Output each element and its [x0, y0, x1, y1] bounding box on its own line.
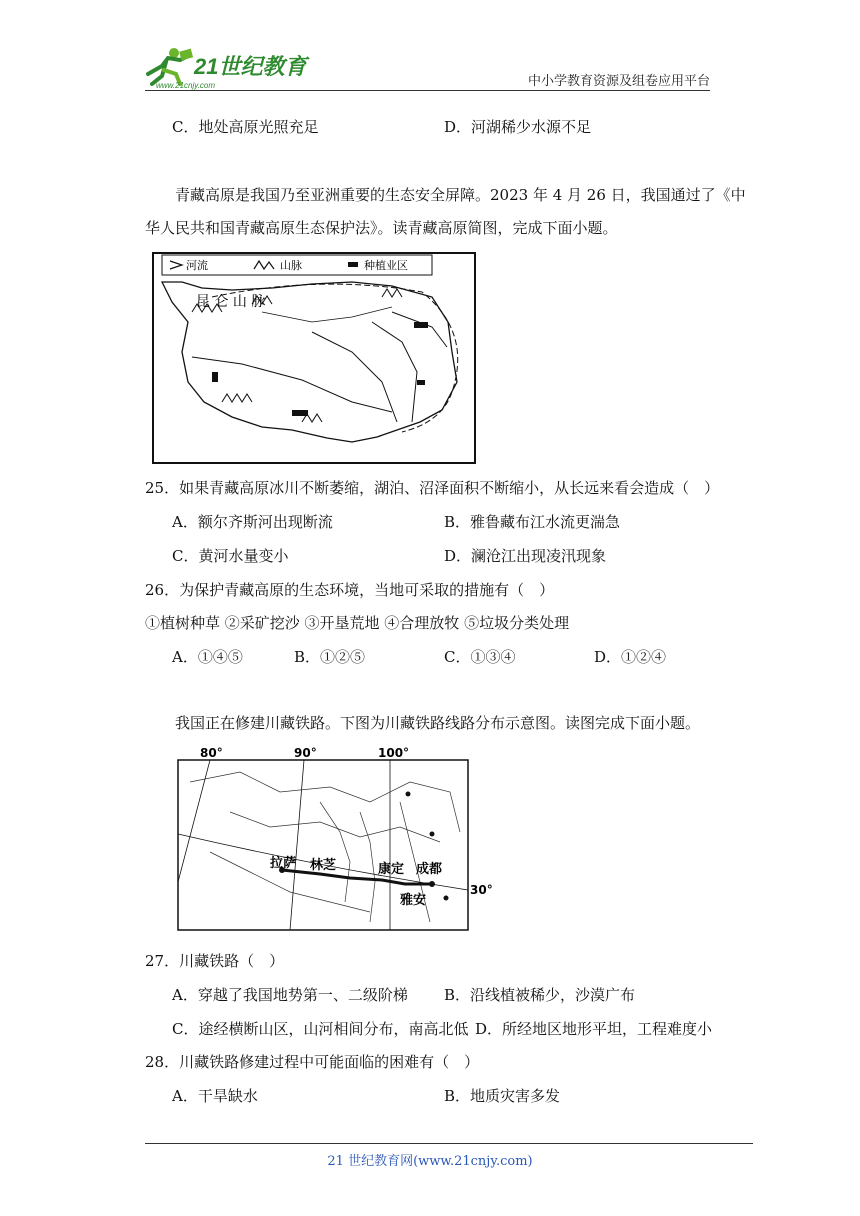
q26-option-d: D．①②④: [594, 648, 667, 666]
label-chengdu: 成都: [416, 862, 443, 877]
label-lhasa: 拉萨: [270, 856, 297, 871]
section1-intro-line2: 华人民共和国青藏高原生态保护法》。读青藏高原简图，完成下面小题。: [145, 219, 618, 237]
q25-option-c: C．黄河水量变小: [172, 547, 289, 565]
q28-option-b: B．地质灾害多发: [444, 1087, 561, 1105]
legend-river: 河流: [186, 259, 208, 272]
railway-map: [170, 742, 493, 934]
legend-mountain: 山脉: [280, 259, 302, 272]
prev-option-c: C．地处高原光照充足: [172, 118, 319, 136]
q27-option-d: D．所经地区地形平坦，工程难度小: [475, 1020, 713, 1038]
q26-option-b: B．①②⑤: [294, 648, 366, 666]
label-lat-30: 30°: [470, 883, 493, 897]
q27-option-c: C．途经横断山区，山河相间分布，南高北低: [172, 1020, 469, 1038]
header-divider: [145, 90, 710, 91]
q28-option-a: A．干旱缺水: [172, 1087, 258, 1105]
label-kangding: 康定: [378, 862, 405, 877]
label-lon-80: 80°: [200, 746, 223, 760]
footer-site-link[interactable]: 21 世纪教育网(www.21cnjy.com): [327, 1154, 533, 1169]
q25-stem: 25．如果青藏高原冰川不断萎缩，湖泊、沼泽面积不断缩小，从长远来看会造成（ ）: [145, 479, 720, 497]
runner-logo-icon: [140, 44, 320, 92]
prev-option-d: D．河湖稀少水源不足: [444, 118, 592, 136]
q27-option-a: A．穿越了我国地势第一、二级阶梯: [172, 986, 408, 1004]
footer-divider: [145, 1143, 753, 1144]
tibet-plateau-map: [152, 252, 476, 464]
q25-option-a: A．额尔齐斯河出现断流: [172, 513, 333, 531]
logo-text: 21世纪教育: [194, 54, 307, 79]
q28-stem: 28．川藏铁路修建过程中可能面临的困难有（ ）: [145, 1053, 480, 1071]
q27-stem: 27．川藏铁路（ ）: [145, 952, 285, 970]
label-lon-90: 90°: [294, 746, 317, 760]
header-platform-text: 中小学教育资源及组卷应用平台: [528, 74, 711, 89]
q25-option-b: B．雅鲁藏布江水流更湍急: [444, 513, 621, 531]
legend-farm: 种植业区: [364, 259, 408, 272]
site-logo: [140, 44, 320, 92]
label-kunlun-mountains: 昆 仑 山 脉: [196, 294, 266, 310]
q25-option-d: D．澜沧江出现凌汛现象: [444, 547, 607, 565]
section1-intro-line1: 青藏高原是我国乃至亚洲重要的生态安全屏障。2023 年 4 月 26 日，我国通过了《中: [175, 186, 746, 204]
q26-choices: ①植树种草 ②采矿挖沙 ③开垦荒地 ④合理放牧 ⑤垃圾分类处理: [145, 614, 570, 632]
q27-option-b: B．沿线植被稀少，沙漠广布: [444, 986, 636, 1004]
farm-legend-icon: [348, 262, 358, 267]
label-lon-100: 100°: [378, 746, 410, 760]
q26-option-c: C．①③④: [444, 648, 516, 666]
q26-option-a: A．①④⑤: [172, 648, 243, 666]
label-yaan: 雅安: [400, 893, 427, 908]
logo-url: www.21cnjy.com: [156, 81, 215, 90]
label-linzhi: 林芝: [310, 858, 337, 873]
q26-stem: 26．为保护青藏高原的生态环境，当地可采取的措施有（ ）: [145, 581, 555, 599]
section2-intro: 我国正在修建川藏铁路。下图为川藏铁路线路分布示意图。读图完成下面小题。: [175, 714, 701, 732]
